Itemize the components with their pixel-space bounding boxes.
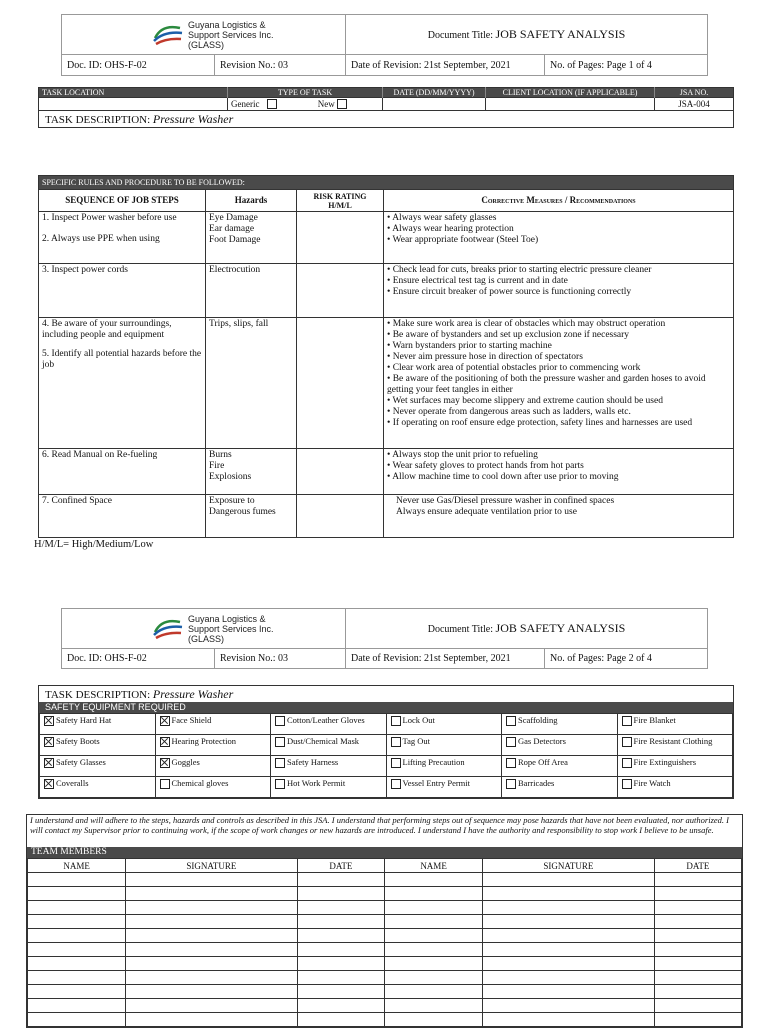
equipment-item — [40, 735, 156, 756]
team-cell[interactable] — [297, 971, 384, 985]
team-cell[interactable] — [28, 915, 126, 929]
measures-cell — [384, 495, 734, 538]
hazards-cell — [206, 449, 297, 495]
hazards-cell — [206, 495, 297, 538]
team-row — [28, 985, 742, 999]
team-cell[interactable] — [297, 929, 384, 943]
doc-title-label: Document Title: — [427, 30, 494, 41]
equipment-item — [40, 714, 156, 735]
steps-cell — [39, 449, 206, 495]
measure-item: • Never aim pressure hose in direction of spectators — [387, 352, 730, 363]
step-text: 6. Read Manual on Re-fueling — [42, 450, 158, 460]
equipment-item — [502, 777, 618, 798]
team-column-header: NAME — [384, 859, 482, 873]
hazard-text: Dangerous fumes — [209, 507, 276, 517]
equipment-label: Cotton/Leather Gloves — [287, 715, 365, 725]
equipment-checkbox[interactable] — [44, 737, 54, 747]
date-of-revision: Date of Revision: 21st September, 2021 — [346, 649, 545, 669]
doc-title-label: Document Title: — [427, 624, 494, 635]
risk-cell[interactable] — [297, 264, 384, 318]
team-row — [28, 873, 742, 887]
team-row — [28, 957, 742, 971]
equipment-label: Dust/Chemical Mask — [287, 736, 360, 746]
team-members-table — [27, 858, 742, 1027]
equipment-item — [40, 756, 156, 777]
equipment-title: SAFETY EQUIPMENT REQUIRED — [39, 702, 733, 713]
task-info-table — [38, 87, 734, 128]
measure-item: • Wear safety gloves to protect hands from hot parts — [387, 461, 730, 472]
equipment-label: Gas Detectors — [518, 736, 566, 746]
measure-item: • Allow machine time to cool down after use prior to moving — [387, 472, 730, 483]
team-row — [28, 999, 742, 1013]
steps-cell — [39, 264, 206, 318]
team-cell[interactable] — [126, 929, 298, 943]
hazard-text: Exposure to — [209, 496, 255, 506]
step-text: 2. Always use PPE when using — [42, 234, 160, 244]
step-text: 5. Identify all potential hazards before the job — [42, 349, 202, 370]
equipment-checkbox[interactable] — [160, 758, 170, 768]
team-cell[interactable] — [483, 985, 655, 999]
team-cell[interactable] — [483, 929, 655, 943]
team-cell[interactable] — [297, 915, 384, 929]
jsa-no-value: JSA-004 — [655, 98, 734, 111]
team-cell[interactable] — [28, 929, 126, 943]
team-cell[interactable] — [28, 985, 126, 999]
hazards-cell — [206, 318, 297, 449]
equipment-checkbox[interactable] — [160, 716, 170, 726]
team-cell[interactable] — [654, 957, 741, 971]
equipment-item — [502, 756, 618, 777]
team-members-title: TEAM MEMBERS — [27, 847, 742, 858]
equipment-item — [617, 756, 733, 777]
team-row — [28, 887, 742, 901]
equipment-checkbox[interactable] — [44, 716, 54, 726]
equipment-checkbox[interactable] — [275, 716, 285, 726]
table-row — [39, 264, 734, 318]
equipment-checkbox[interactable] — [275, 779, 285, 789]
hazard-text: Ear damage — [209, 224, 255, 234]
team-cell[interactable] — [384, 1013, 482, 1027]
equipment-item — [271, 777, 387, 798]
hazard-text: Foot Damage — [209, 235, 261, 245]
team-cell[interactable] — [126, 1013, 298, 1027]
team-cell[interactable] — [483, 999, 655, 1013]
team-cell[interactable] — [126, 999, 298, 1013]
task-location-value[interactable] — [39, 98, 228, 111]
column-hazards: Hazards — [206, 190, 297, 212]
team-row — [28, 1013, 742, 1027]
risk-cell[interactable] — [297, 212, 384, 264]
team-cell[interactable] — [28, 999, 126, 1013]
team-row — [28, 901, 742, 915]
equipment-table — [39, 713, 733, 798]
team-cell[interactable] — [483, 957, 655, 971]
measure-item: • Ensure electrical test tag is current and in date — [387, 276, 730, 287]
equipment-checkbox[interactable] — [160, 737, 170, 747]
hazards-cell — [206, 212, 297, 264]
table-row — [39, 495, 734, 538]
task-description-value: Pressure Washer — [152, 111, 234, 126]
task-location-header: TASK LOCATION — [39, 88, 228, 98]
table-row — [39, 449, 734, 495]
equipment-checkbox[interactable] — [275, 737, 285, 747]
team-cell[interactable] — [654, 985, 741, 999]
measure-item: • Wet surfaces may become slippery and extreme caution should be used — [387, 396, 730, 407]
team-cell[interactable] — [126, 901, 298, 915]
team-column-header: NAME — [28, 859, 126, 873]
equipment-checkbox[interactable] — [506, 758, 516, 768]
team-cell[interactable] — [297, 1013, 384, 1027]
team-cell[interactable] — [126, 873, 298, 887]
team-cell[interactable] — [297, 887, 384, 901]
equipment-label: Face Shield — [171, 715, 212, 725]
measure-item: • Wear appropriate footwear (Steel Toe) — [387, 235, 730, 246]
equipment-item — [271, 735, 387, 756]
team-cell[interactable] — [483, 901, 655, 915]
equipment-checkbox[interactable] — [622, 779, 632, 789]
team-cell[interactable] — [654, 943, 741, 957]
equipment-label: Safety Harness — [287, 757, 339, 767]
steps-cell — [39, 495, 206, 538]
team-column-header: DATE — [654, 859, 741, 873]
hazard-text: Electrocution — [209, 265, 261, 275]
page-count: No. of Pages: Page 2 of 4 — [545, 649, 708, 669]
team-cell[interactable] — [384, 901, 482, 915]
equipment-label: Hearing Protection — [171, 736, 236, 746]
equipment-label: Fire Blanket — [633, 715, 676, 725]
company-line-3: (GLASS) — [188, 39, 225, 50]
equipment-checkbox[interactable] — [160, 779, 170, 789]
measure-item: • Warn bystanders prior to starting machine — [387, 341, 730, 352]
team-cell[interactable] — [384, 985, 482, 999]
date-header: DATE (DD/MM/YYYY) — [383, 88, 486, 98]
equipment-section — [38, 685, 734, 799]
team-cell[interactable] — [28, 887, 126, 901]
team-cell[interactable] — [126, 887, 298, 901]
doc-title-value: JOB SAFETY ANALYSIS — [495, 27, 626, 41]
team-cell[interactable] — [297, 901, 384, 915]
equipment-item — [386, 777, 502, 798]
team-cell[interactable] — [654, 1013, 741, 1027]
revision-no: Revision No.: 03 — [215, 55, 346, 76]
measure-item: Always ensure adequate ventilation prior to use — [396, 507, 577, 517]
team-cell[interactable] — [28, 873, 126, 887]
hazard-text: Burns — [209, 450, 232, 460]
task-description-row — [39, 686, 733, 702]
company-logo — [152, 614, 340, 644]
team-cell[interactable] — [654, 929, 741, 943]
hazard-text: Explosions — [209, 472, 252, 482]
team-cell[interactable] — [384, 887, 482, 901]
equipment-label: Chemical gloves — [171, 778, 229, 788]
equipment-label: Scaffolding — [518, 715, 558, 725]
equipment-label: Safety Glasses — [56, 757, 106, 767]
equipment-checkbox[interactable] — [391, 758, 401, 768]
equipment-label: Barricades — [518, 778, 555, 788]
steps-cell — [39, 318, 206, 449]
column-steps: SEQUENCE OF JOB STEPS — [39, 190, 206, 212]
measures-cell — [384, 318, 734, 449]
type-of-task-header: TYPE OF TASK — [228, 88, 383, 98]
jsa-no-header: JSA NO. — [679, 88, 709, 97]
equipment-row — [40, 777, 733, 798]
company-line-3: (GLASS) — [188, 633, 225, 644]
new-checkbox[interactable] — [337, 99, 347, 109]
team-section — [26, 814, 743, 1028]
team-cell[interactable] — [654, 901, 741, 915]
equipment-checkbox[interactable] — [622, 716, 632, 726]
equipment-item — [271, 714, 387, 735]
measure-item: • Always stop the unit prior to refueling — [387, 450, 730, 461]
team-cell[interactable] — [483, 1013, 655, 1027]
equipment-item — [502, 735, 618, 756]
step-text: 7. Confined Space — [42, 496, 112, 506]
team-row — [28, 915, 742, 929]
table-row — [39, 212, 734, 264]
equipment-checkbox[interactable] — [391, 716, 401, 726]
team-row — [28, 971, 742, 985]
equipment-label: Lifting Precaution — [402, 757, 465, 767]
equipment-item — [386, 714, 502, 735]
equipment-row — [40, 756, 733, 777]
step-text: 1. Inspect Power washer before use — [42, 213, 177, 223]
equipment-label: Fire Extinguishers — [633, 757, 697, 767]
equipment-checkbox[interactable] — [622, 758, 632, 768]
equipment-label: Tag Out — [402, 736, 430, 746]
equipment-checkbox[interactable] — [622, 737, 632, 747]
generic-label: Generic — [231, 98, 260, 109]
client-location-header: CLIENT LOCATION (IF APPLICABLE) — [486, 88, 655, 98]
equipment-checkbox[interactable] — [391, 737, 401, 747]
equipment-label: Safety Boots — [56, 736, 100, 746]
measure-item: • Make sure work area is clear of obstacles which may obstruct operation — [387, 319, 730, 330]
equipment-label: Goggles — [171, 757, 200, 767]
measure-item: • Be aware of bystanders and set up exclusion zone if necessary — [387, 330, 730, 341]
company-logo-cell — [62, 15, 346, 55]
measure-item: • If operating on roof ensure edge protection, safety lines and harnesses are used — [387, 418, 730, 429]
equipment-item — [271, 756, 387, 777]
doc-id: Doc. ID: OHS-F-02 — [62, 55, 215, 76]
company-line-1: Guyana Logistics & — [188, 19, 266, 30]
equipment-item — [155, 714, 271, 735]
equipment-checkbox[interactable] — [44, 758, 54, 768]
new-label: New — [317, 98, 335, 109]
revision-no: Revision No.: 03 — [215, 649, 346, 669]
equipment-item — [40, 777, 156, 798]
team-cell[interactable] — [384, 999, 482, 1013]
team-column-header: SIGNATURE — [483, 859, 655, 873]
equipment-label: Hot Work Permit — [287, 778, 346, 788]
measure-item: • Clear work area of potential obstacles prior to commencing work — [387, 363, 730, 374]
equipment-item — [617, 735, 733, 756]
team-cell[interactable] — [126, 985, 298, 999]
measure-item: • Ensure circuit breaker of power source is functioning correctly — [387, 287, 730, 298]
team-cell[interactable] — [483, 915, 655, 929]
team-cell[interactable] — [654, 971, 741, 985]
team-column-header: DATE — [297, 859, 384, 873]
equipment-label: Coveralls — [56, 778, 89, 788]
doc-title-value: JOB SAFETY ANALYSIS — [495, 621, 626, 635]
doc-header-page2 — [61, 608, 708, 669]
equipment-checkbox[interactable] — [506, 737, 516, 747]
team-cell[interactable] — [126, 915, 298, 929]
logo-swoosh-icon — [152, 22, 184, 48]
acknowledgement-statement: I understand and will adhere to the steps, hazards and controls as described in this JSA. I understand that performing steps out of sequence may pose hazards that have not been evaluated, nor authorized. I will contact my Supervisor prior to continuing work, if the scope of work changes or new hazards are introduced. I understand I have the authority and responsibility to stop work I believe to be unsafe. — [30, 815, 729, 835]
equipment-item — [386, 735, 502, 756]
team-cell[interactable] — [483, 887, 655, 901]
measure-item: • Never operate from dangerous areas such as ladders, walls etc. — [387, 407, 730, 418]
team-cell[interactable] — [297, 943, 384, 957]
measure-item: Never use Gas/Diesel pressure washer in confined spaces — [396, 496, 615, 506]
equipment-label: Fire Watch — [633, 778, 671, 788]
equipment-checkbox[interactable] — [275, 758, 285, 768]
risk-cell[interactable] — [297, 318, 384, 449]
team-cell[interactable] — [654, 873, 741, 887]
risk-label: RISK RATING — [313, 191, 367, 201]
company-line-1: Guyana Logistics & — [188, 613, 266, 624]
team-cell[interactable] — [384, 957, 482, 971]
page-count: No. of Pages: Page 1 of 4 — [545, 55, 708, 76]
measure-item: • Check lead for cuts, breaks prior to starting electric pressure cleaner — [387, 265, 730, 276]
equipment-row — [40, 714, 733, 735]
risk-cell[interactable] — [297, 495, 384, 538]
team-cell[interactable] — [126, 971, 298, 985]
team-cell[interactable] — [28, 957, 126, 971]
measure-item: • Always wear safety glasses — [387, 213, 730, 224]
team-cell[interactable] — [297, 985, 384, 999]
task-description-value: Pressure Washer — [152, 687, 234, 701]
equipment-checkbox[interactable] — [506, 716, 516, 726]
equipment-item — [617, 777, 733, 798]
generic-checkbox[interactable] — [267, 99, 277, 109]
risk-legend: H/M/L= High/Medium/Low — [34, 539, 154, 550]
task-description-label: TASK DESCRIPTION: — [45, 689, 151, 701]
team-row — [28, 943, 742, 957]
equipment-item — [155, 777, 271, 798]
doc-id: Doc. ID: OHS-F-02 — [62, 649, 215, 669]
company-logo — [152, 20, 340, 50]
column-risk — [297, 190, 384, 212]
team-cell[interactable] — [654, 999, 741, 1013]
hazards-cell — [206, 264, 297, 318]
equipment-item — [155, 735, 271, 756]
column-measures: Corrective Measures / Recommendations — [384, 190, 734, 212]
jsa-steps-table — [38, 175, 734, 538]
date-of-revision: Date of Revision: 21st September, 2021 — [346, 55, 545, 76]
team-cell[interactable] — [384, 929, 482, 943]
equipment-label: Rope Off Area — [518, 757, 568, 767]
company-line-2: Support Services Inc. — [188, 623, 274, 634]
step-text: 4. Be aware of your surroundings, including people and equipment — [42, 319, 172, 340]
client-location-value[interactable] — [486, 98, 655, 111]
equipment-label: Vessel Entry Permit — [402, 778, 471, 788]
team-cell[interactable] — [28, 1013, 126, 1027]
team-cell[interactable] — [28, 971, 126, 985]
equipment-checkbox[interactable] — [44, 779, 54, 789]
equipment-item — [617, 714, 733, 735]
team-cell[interactable] — [384, 971, 482, 985]
team-cell[interactable] — [297, 873, 384, 887]
team-cell[interactable] — [28, 943, 126, 957]
team-cell[interactable] — [483, 873, 655, 887]
type-of-task-options — [228, 98, 383, 111]
date-value[interactable] — [383, 98, 486, 111]
team-cell[interactable] — [483, 971, 655, 985]
equipment-label: Fire Resistant Clothing — [633, 736, 713, 746]
team-cell[interactable] — [297, 999, 384, 1013]
equipment-item — [386, 756, 502, 777]
company-line-2: Support Services Inc. — [188, 29, 274, 40]
team-column-header: SIGNATURE — [126, 859, 298, 873]
measures-cell — [384, 264, 734, 318]
company-logo-cell — [62, 609, 346, 649]
team-cell[interactable] — [384, 915, 482, 929]
rules-title: SPECIFIC RULES AND PROCEDURE TO BE FOLLOWED: — [39, 176, 734, 190]
task-description-label: TASK DESCRIPTION: — [45, 113, 151, 126]
logo-swoosh-icon — [152, 616, 184, 642]
table-row — [39, 318, 734, 449]
team-cell[interactable] — [126, 957, 298, 971]
team-cell[interactable] — [483, 943, 655, 957]
team-cell[interactable] — [654, 887, 741, 901]
team-row — [28, 929, 742, 943]
hazard-text: Trips, slips, fall — [209, 319, 269, 329]
task-description-row — [39, 111, 734, 128]
measure-item: • Always wear hearing protection — [387, 224, 730, 235]
team-cell[interactable] — [28, 901, 126, 915]
team-cell[interactable] — [384, 943, 482, 957]
risk-cell[interactable] — [297, 449, 384, 495]
hazard-text: Fire — [209, 461, 225, 471]
doc-header-page1 — [61, 14, 708, 76]
step-text: 3. Inspect power cords — [42, 265, 129, 275]
equipment-item — [155, 756, 271, 777]
hazard-text: Eye Damage — [209, 213, 258, 223]
measures-cell — [384, 212, 734, 264]
document-title — [346, 609, 708, 649]
equipment-label: Lock Out — [402, 715, 435, 725]
document-title — [346, 15, 708, 55]
team-cell[interactable] — [297, 957, 384, 971]
equipment-checkbox[interactable] — [391, 779, 401, 789]
equipment-row — [40, 735, 733, 756]
measure-item: • Be aware of the positioning of both the pressure washer and garden hoses to avoid getting your feet tangles in either — [387, 374, 730, 396]
equipment-item — [502, 714, 618, 735]
steps-cell — [39, 212, 206, 264]
risk-sub-label: H/M/L — [328, 200, 352, 210]
equipment-checkbox[interactable] — [506, 779, 516, 789]
team-cell[interactable] — [126, 943, 298, 957]
team-cell[interactable] — [654, 915, 741, 929]
team-cell[interactable] — [384, 873, 482, 887]
equipment-label: Safety Hard Hat — [56, 715, 112, 725]
measures-cell — [384, 449, 734, 495]
